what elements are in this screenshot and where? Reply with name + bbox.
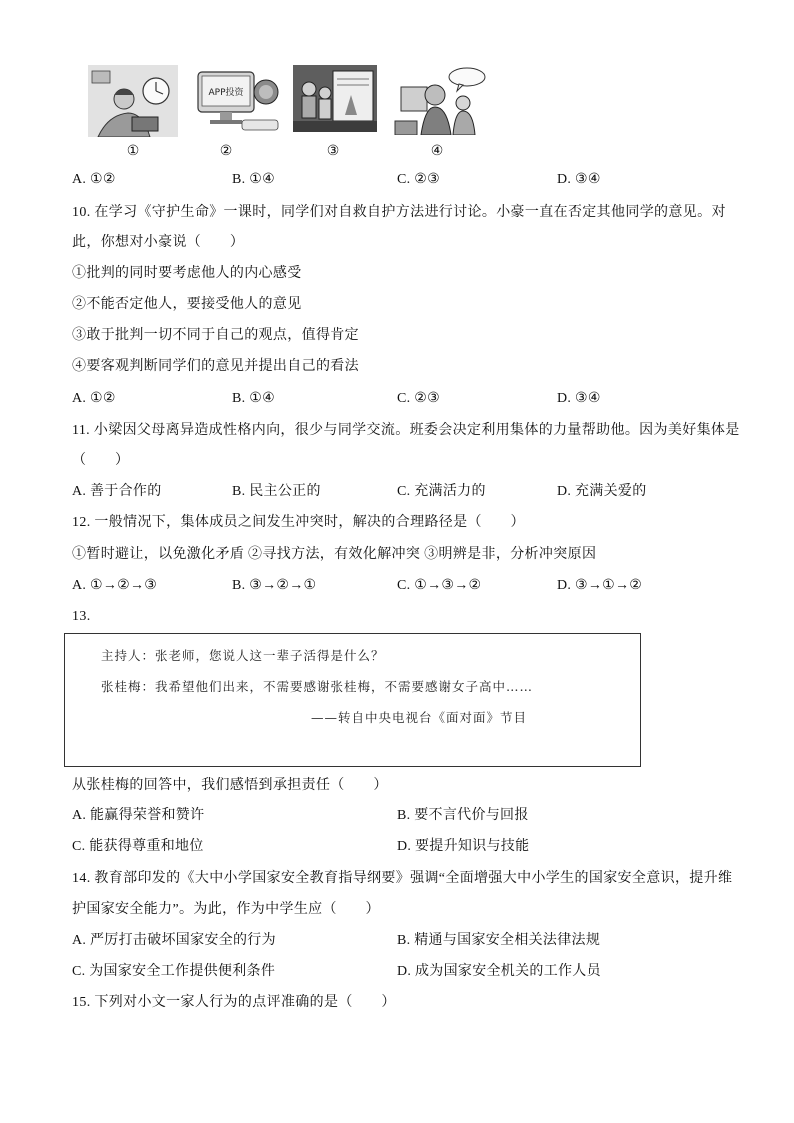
q9-option-c[interactable]: C. ②③: [397, 172, 440, 187]
cartoon-image-2: [192, 68, 282, 134]
q12-items: ①暂时避让，以免激化矛盾 ②寻找方法，有效化解冲突 ③明辨是非，分析冲突原因: [72, 547, 597, 562]
cartoon-image-3: [293, 65, 377, 132]
q11-option-d[interactable]: D. 充满关爱的: [557, 484, 647, 499]
q10-stem-line1: 10. 在学习《守护生命》一课时，同学们对自救自护方法进行讨论。小豪一直在否定其他同学的意见。对: [72, 205, 726, 220]
quote-source: ——转自中央电视台《面对面》节目: [311, 710, 528, 725]
figure-label-4: ④: [430, 144, 444, 159]
q14-stem-line1: 14. 教育部印发的《大中小学国家安全教育指导纲要》强调“全面增强大中小学生的国家安全意识，提升维: [72, 871, 733, 886]
q12-stem: 12. 一般情况下，集体成员之间发生冲突时，解决的合理路径是（ ）: [72, 515, 525, 530]
q14-option-a[interactable]: A. 严厉打击破坏国家安全的行为: [72, 933, 276, 948]
q14-stem-line2: 护国家安全能力”。为此，作为中学生应（ ）: [72, 902, 380, 917]
q11-option-b[interactable]: B. 民主公正的: [232, 484, 321, 499]
figure-label-1: ①: [126, 144, 140, 159]
quote-host-line: 主持人：张老师，您说人这一辈子活得是什么？: [101, 648, 385, 663]
cartoon-image-4: [393, 65, 487, 135]
q13-quote-box: [64, 633, 641, 767]
q11-stem-line1: 11. 小梁因父母离异造成性格内向，很少与同学交流。班委会决定利用集体的力量帮助他。因为美好集体是: [72, 423, 740, 438]
q15-stem: 15. 下列对小文一家人行为的点评准确的是（ ）: [72, 995, 396, 1010]
cartoon-image-1: [88, 65, 178, 137]
q14-option-c[interactable]: C. 为国家安全工作提供便利条件: [72, 964, 276, 979]
q13-option-d[interactable]: D. 要提升知识与技能: [397, 839, 530, 854]
q10-option-b[interactable]: B. ①④: [232, 391, 275, 406]
q13-option-b[interactable]: B. 要不言代价与回报: [397, 808, 529, 823]
q12-option-b[interactable]: B. ③→②→①: [232, 578, 317, 593]
q13-stem: 从张桂梅的回答中，我们感悟到承担责任（ ）: [72, 778, 388, 793]
q10-item-1: ①批判的同时要考虑他人的内心感受: [72, 266, 302, 281]
q11-option-c[interactable]: C. 充满活力的: [397, 484, 486, 499]
q14-option-d[interactable]: D. 成为国家安全机关的工作人员: [397, 964, 601, 979]
q9-option-a[interactable]: A. ①②: [72, 172, 116, 187]
q10-option-a[interactable]: A. ①②: [72, 391, 116, 406]
q10-option-c[interactable]: C. ②③: [397, 391, 440, 406]
q10-item-4: ④要客观判断同学们的意见并提出自己的看法: [72, 359, 359, 374]
q12-option-d[interactable]: D. ③→①→②: [557, 578, 643, 593]
q13-number: 13.: [72, 609, 91, 624]
q14-option-b[interactable]: B. 精通与国家安全相关法律法规: [397, 933, 601, 948]
q10-option-d[interactable]: D. ③④: [557, 391, 601, 406]
q13-option-c[interactable]: C. 能获得尊重和地位: [72, 839, 204, 854]
figure-label-2: ②: [219, 144, 233, 159]
quote-zhang-line: 张桂梅：我希望他们出来，不需要感谢张桂梅，不需要感谢女子高中……: [101, 679, 534, 694]
figure-label-3: ③: [326, 144, 340, 159]
q12-option-a[interactable]: A. ①→②→③: [72, 578, 158, 593]
q11-stem-line2: （ ）: [72, 453, 130, 468]
q13-option-a[interactable]: A. 能赢得荣誉和赞许: [72, 808, 205, 823]
monitor-text: APP投资: [208, 88, 244, 98]
q10-item-2: ②不能否定他人，要接受他人的意见: [72, 297, 302, 312]
q12-option-c[interactable]: C. ①→③→②: [397, 578, 482, 593]
q10-stem-line2: 此，你想对小豪说（ ）: [72, 235, 245, 250]
q9-option-d[interactable]: D. ③④: [557, 172, 601, 187]
q11-option-a[interactable]: A. 善于合作的: [72, 484, 162, 499]
q9-option-b[interactable]: B. ①④: [232, 172, 275, 187]
q10-item-3: ③敢于批判一切不同于自己的观点，值得肯定: [72, 328, 359, 343]
